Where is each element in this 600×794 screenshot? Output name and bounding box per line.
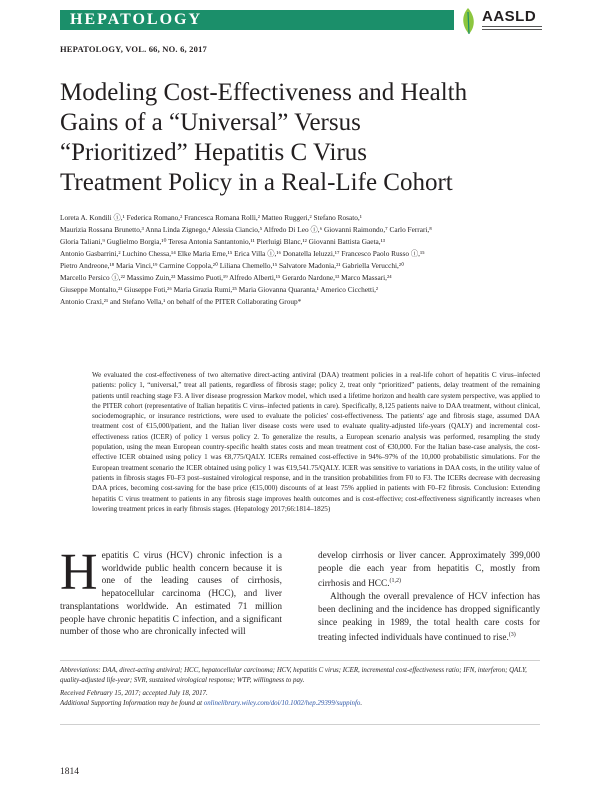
- drop-cap: H: [60, 544, 98, 601]
- journal-banner: [60, 10, 454, 30]
- body-paragraph: epatitis C virus (HCV) chronic infection is a worldwide public health concern because it is one of the leading causes of cirrhosis, hepatocellular carcinoma (HCC), and liver transplantations worldwide. An estimated 71 million people have chronic hepatitis C infection, and a significant number of those who are chronically infected will: [60, 551, 282, 638]
- supporting-suffix: .: [360, 700, 363, 707]
- article-title: [60, 78, 540, 198]
- supporting-link[interactable]: onlinelibrary.wiley.com/doi/10.1002/hep.29399/suppinfo: [203, 700, 361, 707]
- author-line: Antonio Gasbarrini,² Luchino Chessa,¹⁴ Elke Maria Erne,¹⁵ Erica Villa ⓘ,¹⁶ Donatella Ieluzzi,¹⁷ Francesco Paolo Russo ⓘ,¹⁵: [60, 249, 425, 258]
- author-line: Pietro Andreone,¹⁸ Maria Vinci,¹⁹ Carmine Coppola,²⁰ Liliana Chemello,¹⁵ Salvatore Madonia,²¹ Gabriella Verucchi,²⁰: [60, 261, 404, 270]
- supporting-info: [60, 699, 540, 709]
- reference[interactable]: (3): [508, 632, 516, 639]
- author-list: [60, 212, 530, 308]
- author-line: Maurizia Rossana Brunetto,³ Anna Linda Zignego,⁴ Alessia Ciancio,⁵ Alfredo Di Leo ⓘ,⁶ Giovanni Raimondo,⁷ Carlo Ferrari,⁸: [60, 225, 432, 234]
- title-line: Treatment Policy in a Real-Life Cohort: [60, 169, 453, 196]
- title-line: Gains of a “Universal” Versus: [60, 109, 361, 136]
- page-number: 1814: [60, 767, 79, 777]
- footnote-divider: [60, 660, 540, 661]
- paragraph-text: develop cirrhosis or liver cancer. Approximately 399,000 people die each year from hepatitis C, mostly from cirrhosis and HCC.: [318, 551, 540, 590]
- author-line: Marcello Persico ⓘ,²² Massimo Zuin,²³ Massimo Puoti,¹⁹ Alfredo Alberti,¹⁵ Gerardo Nardone,¹³ Marco Massari,²⁴: [60, 273, 392, 282]
- journal-name: HEPATOLOGY: [70, 11, 203, 28]
- supporting-text: Additional Supporting Information may be found at: [60, 700, 204, 707]
- abstract: We evaluated the cost-effectiveness of two alternative direct-acting antiviral (DAA) treatment policies in a real-life cohort of hepatitis C virus–infected patients: policy 1, “universal,” treat all patients, regardless of fibrosis stage; policy 2, treat only “prioritized” patients, delay treatment of the remaining patients until reaching stage F3. A liver disease progression Markov model, which used a lifetime horizon and health care system perspective, was applied to the PITER cohort (representative of Italian hepatitis C virus–infected patients in care). Specifically, 8,125 patients naive to DAA treatment, without clinical, sociodemographic, or insurance restrictions, were used to evaluate the policies' cost-effectiveness. The patients' age and fibrosis stage, assumed DAA treatment cost of €15,000/patient, and the Italian liver disease costs were used to evaluate quality-adjusted life-years (QALY) and incremental cost-effectiveness ratios (ICER) of policy 1 versus policy 2. To generalize the results, a European scenario analysis was performed, resampling the study population, using the mean European country-specific health states costs and mean treatment cost of €30,000. For the Italian base-case analysis, the cost-effective ICER obtained using policy 1 was €8,775/QALY. ICERs remained cost-effective in 94%–97% of the 10,000 probabilistic simulations. For the European treatment scenario the ICER obtained using policy 1 was €19,541.75/QALY. ICER was sensitive to variations in DAA costs, in the utility value of patients in fibrosis stages F0–F3 post–sustained virological response, and in the transition probabilities from F0 to F3. The ICERs decrease with decreasing DAA prices, becoming cost-saving for the base price (€15,000) discounts of at least 75% applied in patients with F0–F2 fibrosis. Conclusion: Extending hepatitis C virus treatment to patients in any fibrosis stage improves health outcomes and is cost-effective; cost-effectiveness significantly increases when lowering treatment prices in early fibrosis stages. (Hepatology 2017;66:1814–1825): [92, 371, 540, 513]
- logo-rule: [482, 29, 542, 30]
- received-dates: Received February 15, 2017; accepted July 18, 2017.: [60, 690, 208, 697]
- body-paragraph: [318, 550, 540, 591]
- body-column-left: [60, 544, 282, 639]
- author-line: Antonio Craxì,²¹ and Stefano Vella,¹ on behalf of the PITER Collaborating Group*: [60, 297, 302, 306]
- title-line: “Prioritized” Hepatitis C Virus: [60, 139, 368, 166]
- logo-text: AASLD: [482, 8, 537, 25]
- leaf-icon: [458, 6, 480, 36]
- footnotes: [60, 666, 540, 709]
- citation-line: HEPATOLOGY, VOL. 66, NO. 6, 2017: [60, 44, 207, 54]
- footnote-divider: [60, 724, 540, 725]
- abbreviations: Abbreviations: DAA, direct-acting antiviral; HCC, hepatocellular carcinoma; HCV, hepatitis C virus; ICER, incremental cost-effectiveness ratio; IFN, interferon; QALY, quality-adjusted life-year; SVR, sustained virological response; WTP, willingness to pay.: [60, 667, 527, 684]
- aasld-logo: [458, 6, 544, 40]
- logo-rule: [482, 26, 542, 27]
- author-line: Loreta A. Kondili ⓘ,¹ Federica Romano,² Francesca Romana Rolli,² Matteo Ruggeri,² Stefano Rosato,¹: [60, 213, 362, 222]
- body-column-right: [318, 550, 540, 645]
- title-line: Modeling Cost-Effectiveness and Health: [60, 79, 468, 106]
- body-paragraph: [318, 591, 540, 645]
- reference[interactable]: (1,2): [389, 578, 402, 585]
- author-line: Gloria Taliani,⁹ Guglielmo Borgia,¹⁰ Teresa Antonia Santantonio,¹¹ Pierluigi Blanc,¹² Giovanni Battista Gaeta,¹³: [60, 237, 385, 246]
- author-line: Giuseppe Montalto,²¹ Giuseppe Foti,²⁶ Maria Grazia Rumi,²⁵ Maria Giovanna Quaranta,¹ Americo Cicchetti,²: [60, 285, 379, 294]
- paragraph-text: Although the overall prevalence of HCV infection has been declining and the incidence has dropped significantly since peaking in 1989, the total health care costs for treating infected individuals have continued to rise.: [318, 592, 540, 644]
